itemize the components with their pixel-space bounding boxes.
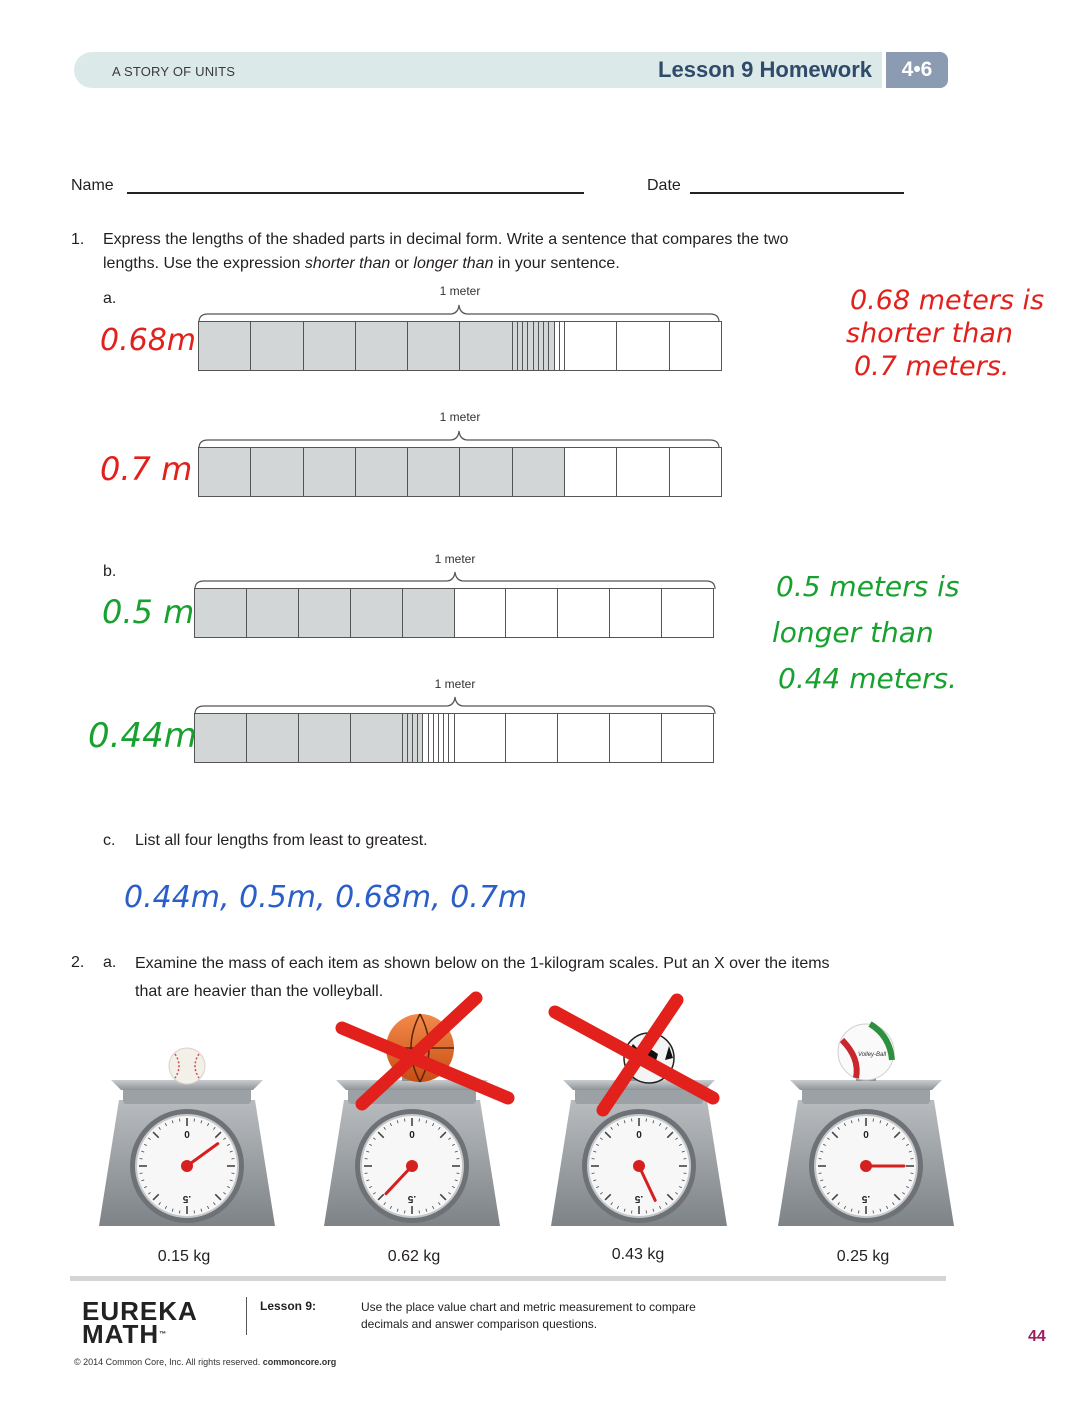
date-field[interactable]: [690, 192, 904, 194]
answer-b2: 0.44m: [88, 716, 197, 756]
series-title: A STORY OF UNITS: [112, 64, 236, 79]
unshaded-tenth: [670, 322, 721, 370]
sentence-line: 0.44 meters.: [778, 662, 957, 695]
shaded-tenth: [251, 322, 303, 370]
scale-basketball: [324, 998, 508, 1226]
hundredths-tenth: [403, 714, 455, 762]
mass-label-soccer-ball: 0.43 kg: [611, 1246, 665, 1263]
footer-description: [361, 1299, 751, 1333]
unshaded-tenth: [558, 589, 610, 637]
mass-label-baseball: 0.15 kg: [157, 1248, 211, 1265]
comparison-sentence-a: [846, 284, 1076, 383]
part-a-letter: a.: [103, 290, 117, 307]
dial-hub: [181, 1160, 193, 1172]
unshaded-tenth: [610, 714, 662, 762]
meter-label: 1 meter: [434, 677, 476, 691]
grade-module-badge: 4•6: [886, 52, 948, 88]
logo-text: MATH: [82, 1319, 160, 1349]
sentence-line: 0.68 meters is: [850, 285, 1045, 316]
prompt-emphasis-shorter: shorter than: [304, 255, 391, 272]
unshaded-tenth: [506, 714, 558, 762]
footer-rule: [70, 1276, 946, 1281]
shaded-tenth: [351, 714, 403, 762]
hundredth: [560, 322, 564, 370]
tape-diagram-b1: [194, 588, 714, 638]
dial-zero-label: 0: [184, 1130, 190, 1141]
shaded-tenth: [304, 448, 356, 496]
dial-zero-label: 0: [863, 1130, 869, 1141]
tape-diagram-a2: [198, 447, 722, 497]
date-label: Date: [647, 177, 681, 194]
prompt-text: or: [390, 255, 414, 272]
problem-1-line-2: [103, 252, 923, 276]
shaded-tenth: [299, 589, 351, 637]
unshaded-tenth: [617, 448, 669, 496]
hundredths-tenth: [513, 322, 565, 370]
comparison-sentence-b: [772, 564, 992, 702]
shaded-tenth: [195, 714, 247, 762]
scale-tray: [790, 1080, 942, 1090]
scale-baseball: [99, 1048, 275, 1226]
unshaded-tenth: [455, 714, 507, 762]
footer-description-line: decimals and answer comparison questions.: [361, 1317, 598, 1331]
prompt-text: in your sentence.: [493, 255, 620, 272]
shaded-tenth: [247, 714, 299, 762]
footer-lesson: Lesson 9:: [260, 1299, 317, 1313]
shaded-tenth: [247, 589, 299, 637]
footer-description-line: Use the place value chart and metric measurement to compare: [361, 1300, 696, 1314]
dial-hub: [860, 1160, 872, 1172]
sentence-line: 0.5 meters is: [776, 570, 960, 603]
sentence-line: shorter than: [846, 318, 1014, 349]
unshaded-tenth: [506, 589, 558, 637]
answer-b1: 0.5 m: [102, 593, 195, 631]
unshaded-tenth: [565, 448, 617, 496]
baseball-icon: [169, 1048, 205, 1084]
scale-volleyball: [778, 1024, 954, 1226]
eureka-math-logo: [82, 1296, 198, 1349]
prompt-text: lengths. Use the expression: [103, 255, 305, 272]
dial-half-label: .5: [407, 1193, 417, 1204]
dial-hub: [633, 1160, 645, 1172]
logo-line-2: [82, 1319, 198, 1349]
meter-label: 1 meter: [434, 552, 476, 566]
hundredth: [449, 714, 453, 762]
mass-label-basketball: 0.62 kg: [387, 1248, 441, 1265]
shaded-tenth: [408, 448, 460, 496]
tape-diagram-b2: [194, 713, 714, 763]
problem-1-line-1: Express the lengths of the shaded parts in decimal form. Write a sentence that compares the two: [103, 231, 789, 248]
part-c-prompt: List all four lengths from least to greatest.: [135, 832, 428, 849]
shaded-tenth: [199, 448, 251, 496]
answer-a1: 0.68m: [100, 323, 197, 358]
unshaded-tenth: [662, 589, 713, 637]
dial-half-label: .5: [634, 1193, 644, 1204]
shaded-tenth: [195, 589, 247, 637]
problem-2-line-2: that are heavier than the volleyball.: [135, 983, 384, 1000]
part-c-letter: c.: [103, 832, 116, 849]
dial-zero-label: 0: [409, 1130, 415, 1141]
logo-line-1: EUREKA: [82, 1296, 198, 1326]
answer-a2: 0.7 m: [100, 450, 193, 488]
part-b-letter: b.: [103, 563, 117, 580]
lesson-title: Lesson 9 Homework: [658, 57, 872, 82]
tape-diagram-a1: [198, 321, 722, 371]
unshaded-tenth: [617, 322, 669, 370]
unshaded-tenth: [565, 322, 617, 370]
meter-label: 1 meter: [439, 284, 481, 298]
dial-hub: [406, 1160, 418, 1172]
shaded-tenth: [199, 322, 251, 370]
ordered-lengths-answer: 0.44m, 0.5m, 0.68m, 0.7m: [124, 880, 528, 915]
meter-label: 1 meter: [439, 410, 481, 424]
shaded-tenth: [351, 589, 403, 637]
shaded-tenth: [356, 448, 408, 496]
shaded-tenth: [460, 322, 512, 370]
trademark-icon: ™: [159, 1331, 168, 1338]
copyright: [74, 1357, 336, 1367]
shaded-tenth: [251, 448, 303, 496]
problem-1-prompt: [103, 228, 923, 276]
sentence-line: longer than: [772, 616, 934, 649]
scale-soccer-ball: [551, 1000, 727, 1226]
unshaded-tenth: [662, 714, 713, 762]
name-field[interactable]: [127, 192, 584, 194]
shaded-tenth: [460, 448, 512, 496]
prompt-emphasis-longer: longer than: [413, 255, 494, 272]
mass-label-volleyball: 0.25 kg: [836, 1248, 890, 1265]
copyright-text: © 2014 Common Core, Inc. All rights reserved.: [74, 1357, 263, 1367]
problem-2-number: 2.: [71, 954, 85, 971]
shaded-tenth: [299, 714, 351, 762]
shaded-tenth: [356, 322, 408, 370]
scales-illustration: [0, 980, 1088, 1240]
name-label: Name: [71, 177, 114, 194]
shaded-tenth: [304, 322, 356, 370]
problem-2-line-1: Examine the mass of each item as shown below on the 1-kilogram scales. Put an X over the items: [135, 955, 830, 972]
dial-half-label: .5: [861, 1193, 871, 1204]
unshaded-tenth: [610, 589, 662, 637]
unshaded-tenth: [670, 448, 721, 496]
unshaded-tenth: [455, 589, 507, 637]
dial-zero-label: 0: [636, 1130, 642, 1141]
shaded-tenth: [513, 448, 565, 496]
footer-divider: [246, 1297, 247, 1335]
shaded-tenth: [403, 589, 455, 637]
sentence-line: 0.7 meters.: [854, 351, 1010, 382]
page-number: 44: [1028, 1328, 1046, 1345]
problem-2-letter: a.: [103, 954, 117, 971]
problem-1-number: 1.: [71, 231, 85, 248]
volleyball-brand: Volley-Ball: [857, 1052, 887, 1058]
shaded-tenth: [408, 322, 460, 370]
unshaded-tenth: [558, 714, 610, 762]
copyright-link[interactable]: commoncore.org: [262, 1357, 337, 1367]
dial-half-label: .5: [182, 1193, 192, 1204]
